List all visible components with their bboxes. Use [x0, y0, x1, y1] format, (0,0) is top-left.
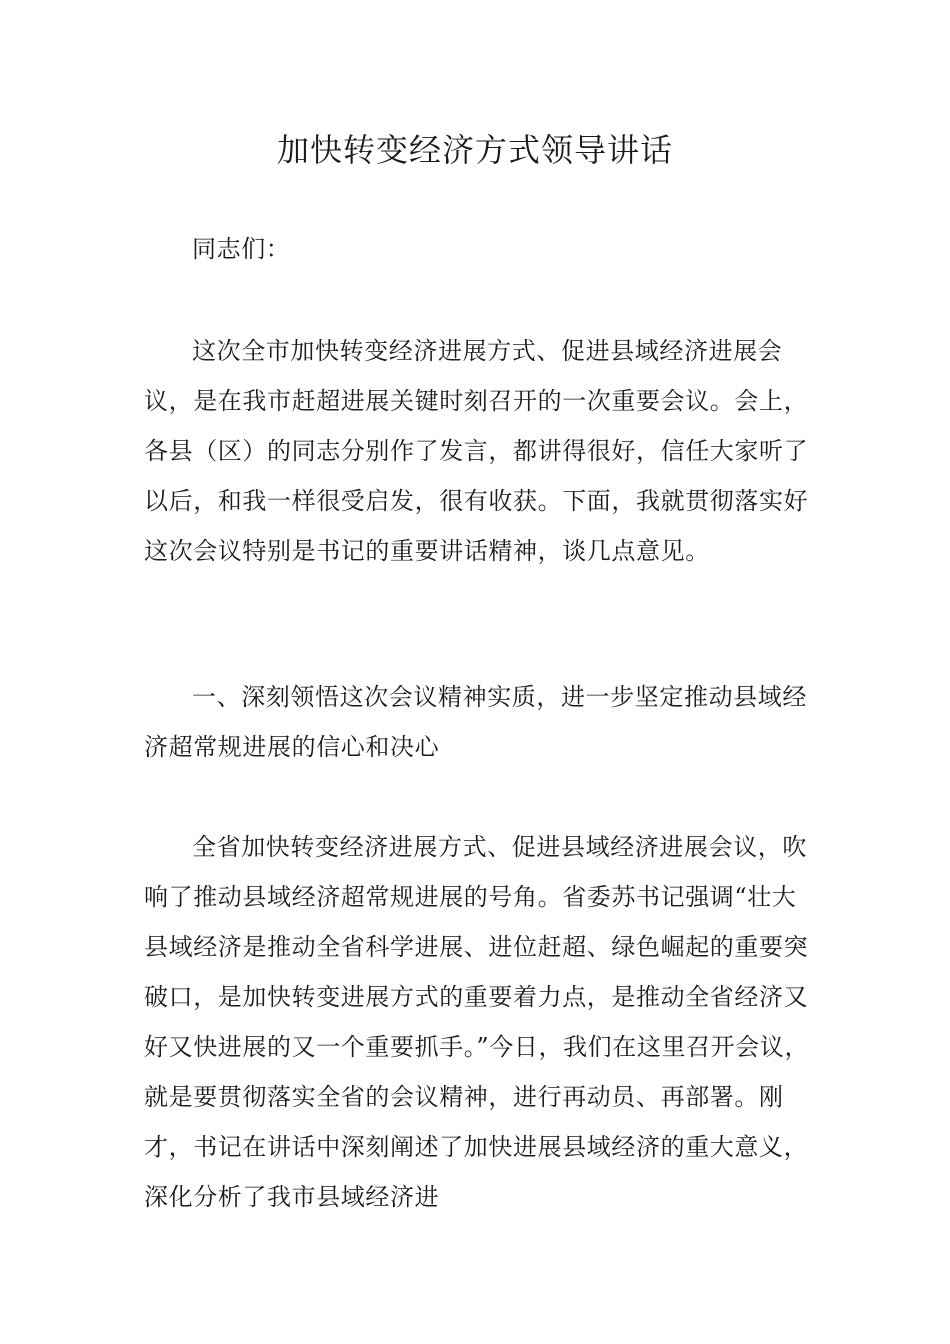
paragraph-section-1: 全省加快转变经济进展方式、促进县域经济进展会议，吹响了推动县域经济超常规进展的号角。省委苏书记强调“壮大县域经济是推动全省科学进展、进位赶超、绿色崛起的重要突破口，是加快转变进展方式的重要着力点，是推动全省经济又好又快进展的又一个重要抓手。”今日，我们在这里召开会议，就是要贯彻落实全省的会议精神，进行再动员、再部署。刚才，书记在讲话中深刻阐述了加快进展县域经济的重大意义，深化分析了我市县域经济进 — [144, 833, 810, 1211]
section-heading-1: 一、深刻领悟这次会议精神实质，进一步坚定推动县域经济超常规进展的信心和决心 — [144, 683, 807, 761]
document-title: 加快转变经济方式领导讲话 — [276, 131, 673, 169]
paragraph-intro: 这次全市加快转变经济进展方式、促进县域经济进展会议，是在我市赶超进展关键时刻召开的一次重要会议。会上，各县（区）的同志分别作了发言，都讲得很好，信任大家听了以后，和我一样很受启发，很有收获。下面，我就贯彻落实好这次会议特别是书记的重要讲话精神，谈几点意见。 — [144, 337, 809, 565]
salutation: 同志们： — [192, 235, 291, 263]
